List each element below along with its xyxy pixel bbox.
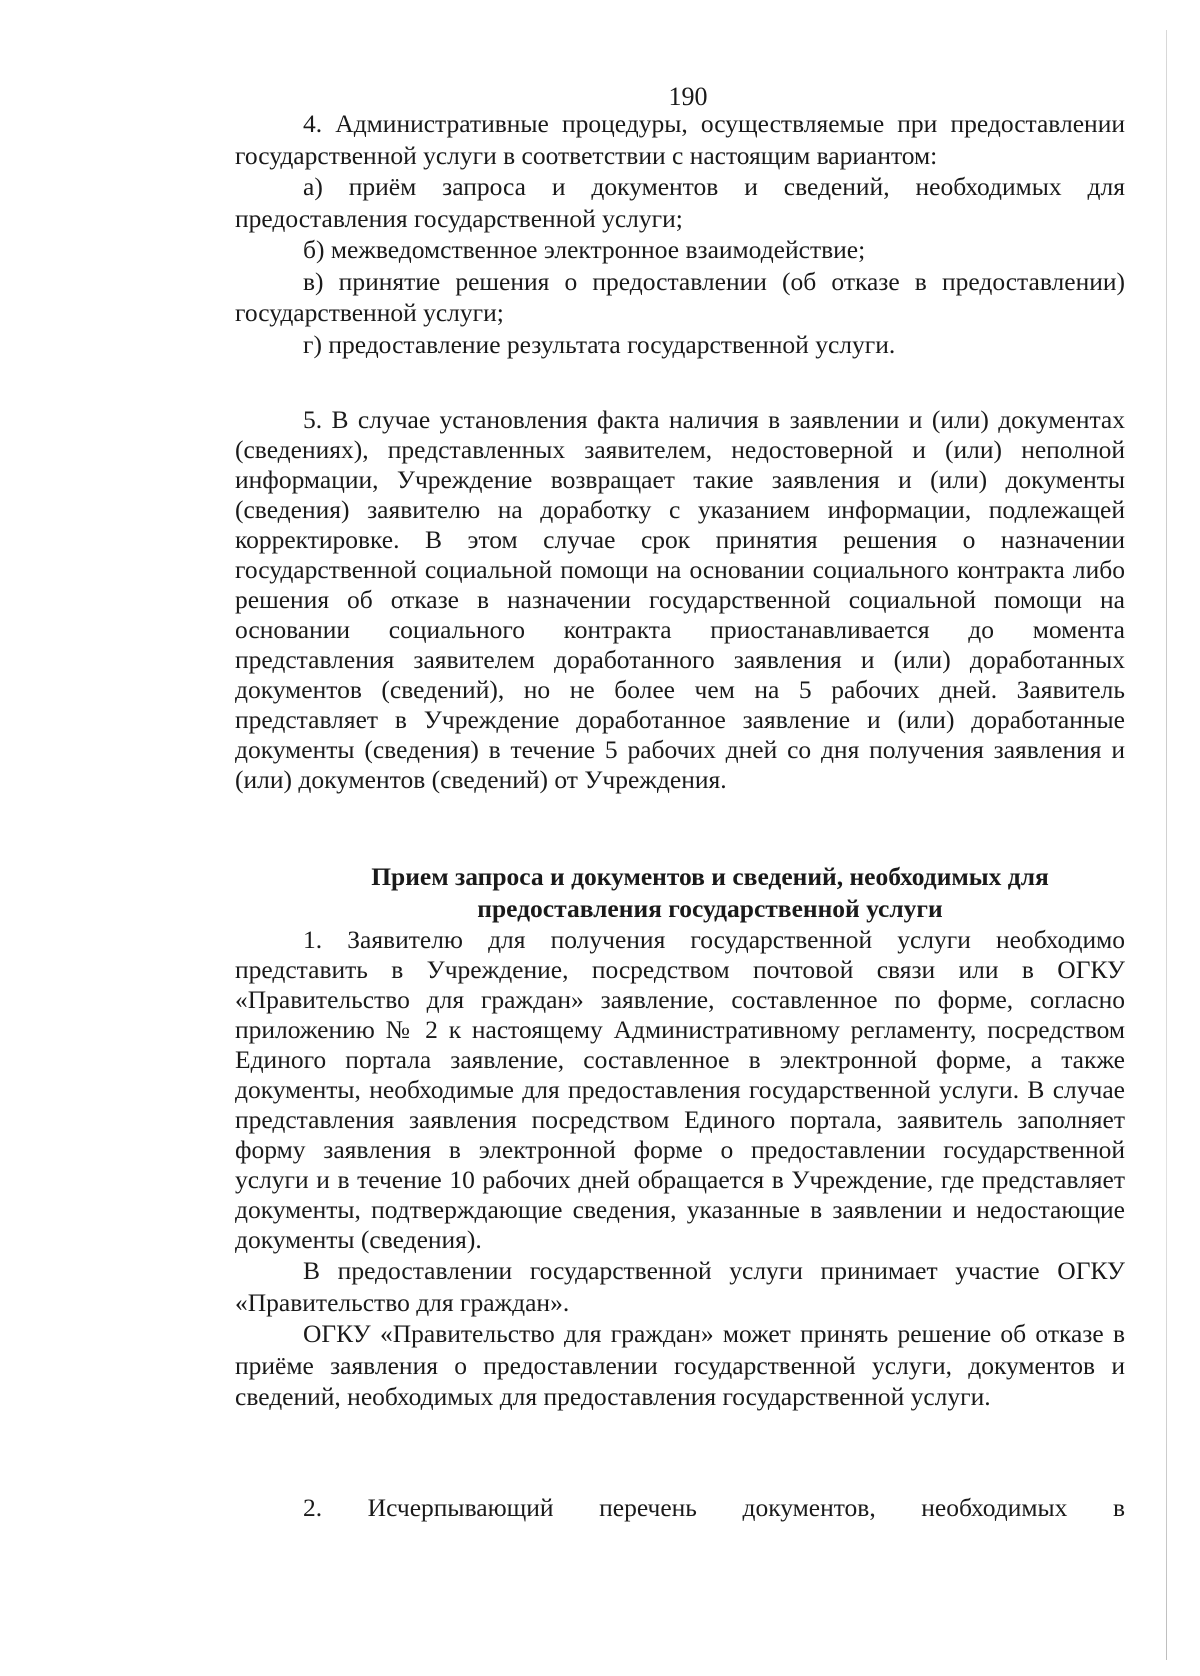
page-number: 190	[668, 82, 708, 111]
section-4-item-b: б) межведомственное электронное взаимодействие;	[303, 235, 866, 264]
reception-section	[235, 925, 1125, 1413]
section-5	[235, 405, 1125, 795]
reception-paragraph-1: 1. Заявителю для получения государственной услуги необходимо представить в Учреждение, посредством почтовой связи или в ОГКУ «Правительство для граждан» заявление, составленное по форме, согласно приложению № 2 к настоящему Административному регламенту, посредством Единого портала заявление, составленное в электронной форме, а также документы, необходимые для предоставления государственной услуги. В случае представления заявления посредством Единого портала, заявитель заполняет форму заявления в электронной форме о предоставлении государственной услуги и в течение 10 рабочих дней обращается в Учреждение, где представляет документы, подтверждающие сведения, указанные в заявлении и недостающие документы (сведения).	[235, 925, 1125, 1254]
scan-edge-line	[1166, 30, 1167, 1660]
section-4-item-a: а) приём запроса и документов и сведений, необходимых для предоставления государственной услуги;	[235, 172, 1125, 233]
section-heading	[235, 861, 1125, 925]
section-5-paragraph: 5. В случае установления факта наличия в заявлении и (или) документах (сведениях), представленных заявителем, недостоверной и (или) неполной информации, Учреждение возвращает такие заявления и (или) документы (сведения) заявителю на доработку с указанием информации, подлежащей корректировке. В этом случае срок принятия решения о назначении государственной социальной помощи на основании социального контракта либо решения об отказе в назначении государственной социальной помощи на основании социального контракта приостанавливается до момента представления заявителем доработанного заявления и (или) доработанных документов (сведений), но не более чем на 5 рабочих дней. Заявитель представляет в Учреждение доработанное заявление и (или) доработанные документы (сведения) в течение 5 рабочих дней со дня получения заявления и (или) документов (сведений) от Учреждения.	[235, 405, 1125, 794]
section-4-intro: 4. Административные процедуры, осуществляемые при предоставлении государственной услуги в соответствии с настоящим вариантом:	[235, 109, 1125, 170]
section-heading-line-1: Прием запроса и документов и сведений, необходимых для	[371, 862, 1049, 891]
reception-paragraph-2: В предоставлении государственной услуги принимает участие ОГКУ «Правительство для граждан».	[235, 1256, 1125, 1317]
section-4-item-d: г) предоставление результата государственной услуги.	[303, 329, 896, 359]
section-heading-line-2: предоставления государственной услуги	[477, 894, 943, 923]
section-4-item-c: в) принятие решения о предоставлении (об отказе в предоставлении) государственной услуги;	[235, 266, 1125, 327]
reception-paragraph-4: 2. Исчерпывающий перечень документов, необходимых в	[303, 1493, 1125, 1522]
section-4	[235, 108, 1125, 360]
reception-paragraph-3: ОГКУ «Правительство для граждан» может принять решение об отказе в приёме заявления о предоставлении государственной услуги, документов и сведений, необходимых для предоставления государственной услуги.	[235, 1319, 1125, 1411]
reception-paragraph-4-block	[235, 1492, 1125, 1524]
